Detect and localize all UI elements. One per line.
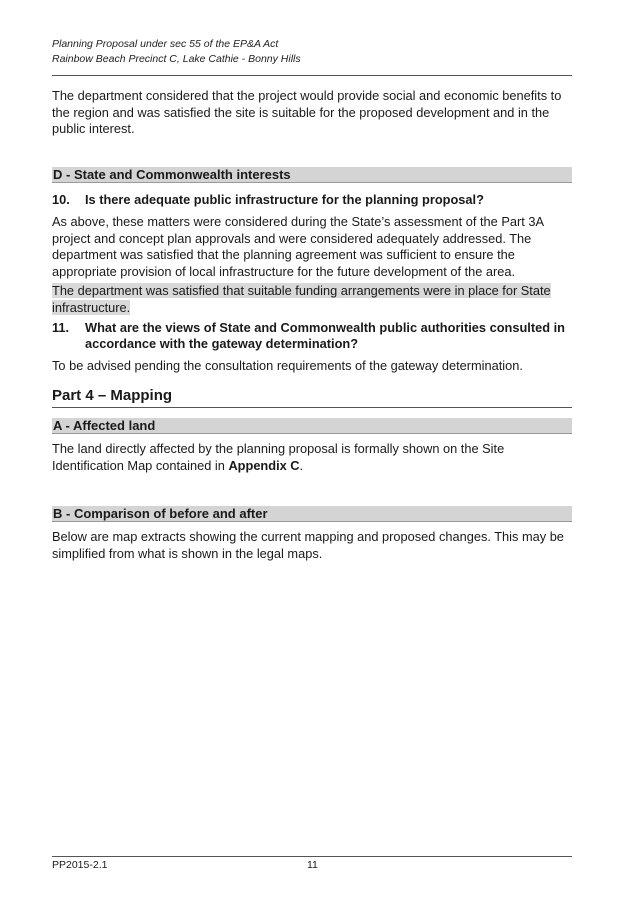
affected-land-paragraph	[52, 441, 572, 474]
q11-paragraph: To be advised pending the consultation requirements of the gateway determination.	[52, 358, 523, 373]
appendix-c-reference: Appendix C	[228, 457, 300, 473]
question-10-text: Is there adequate public infrastructure for the planning proposal?	[85, 192, 484, 207]
footer-page-number: 11	[307, 859, 318, 871]
part-4-heading: Part 4 – Mapping	[52, 386, 572, 408]
header-line-1: Planning Proposal under sec 55 of the EP&A Act	[52, 38, 279, 50]
q10-paragraph-2-wrapper	[52, 283, 572, 316]
footer-doc-ref: PP2015-2.1	[52, 859, 108, 871]
question-11-number: 11.	[52, 320, 70, 335]
section-heading-a: A - Affected land	[52, 418, 572, 434]
q10-paragraph-1: As above, these matters were considered during the State’s assessment of the Part 3A project and concept plan approvals and were considered adequately addressed. The department was satisfied that the planning agreement was sufficient to ensure the appropriate provision of local infrastructure for the future development of the area.	[52, 214, 544, 279]
question-10	[52, 192, 572, 208]
question-11	[52, 320, 572, 352]
question-10-number: 10.	[52, 192, 70, 207]
affected-land-text: The land directly affected by the planning proposal is formally shown on the Site Identification Map contained in	[52, 441, 505, 473]
running-header	[52, 37, 572, 67]
section-heading-d: D - State and Commonwealth interests	[52, 167, 572, 183]
affected-land-period: .	[299, 457, 304, 473]
header-line-2: Rainbow Beach Precinct C, Lake Cathie - Bonny Hills	[52, 53, 301, 65]
comparison-paragraph: Below are map extracts showing the current mapping and proposed changes. This may be simplified from what is shown in the legal maps.	[52, 529, 564, 561]
q10-paragraph-2-highlight: The department was satisfied that suitable funding arrangements were in place for State infrastructure.	[52, 283, 551, 315]
section-heading-b: B - Comparison of before and after	[52, 506, 572, 522]
header-divider	[52, 75, 572, 76]
intro-paragraph: The department considered that the project would provide social and economic benefits to the region and was satisfied the site is suitable for the proposed development and in the public interest.	[52, 88, 562, 136]
footer-divider	[52, 856, 572, 857]
question-11-text: What are the views of State and Commonwealth public authorities consulted in accordance with the gateway determination?	[85, 320, 565, 351]
